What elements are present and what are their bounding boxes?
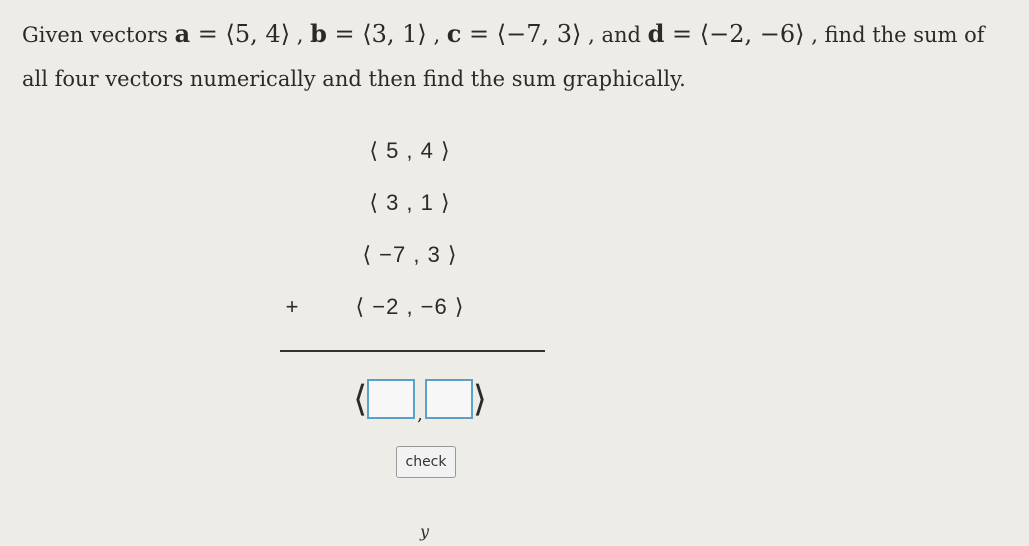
vector-c-name: c xyxy=(446,19,462,48)
stack-vector: ⟨ −2 , −6 ⟩ xyxy=(355,294,465,319)
stack-vector: ⟨ 3 , 1 ⟩ xyxy=(369,190,451,215)
vector-a-value: = ⟨5, 4⟩ xyxy=(190,20,291,48)
stack-row-c xyxy=(280,242,540,294)
separator: , xyxy=(290,23,311,47)
vector-b-name: b xyxy=(310,19,327,48)
close-angle-bracket: ⟩ xyxy=(472,378,487,420)
answer-comma: , xyxy=(417,404,423,425)
sum-rule-line xyxy=(280,350,545,352)
problem-text-rest: , find the sum of all four vectors numerically and then find the sum graphically. xyxy=(22,23,985,91)
answer-vector xyxy=(330,373,510,425)
answer-y-input[interactable] xyxy=(425,379,473,419)
vector-a-name: a xyxy=(174,19,191,48)
problem-statement xyxy=(22,12,1012,101)
vector-b-value: = ⟨3, 1⟩ xyxy=(326,20,427,48)
separator: , xyxy=(426,23,447,47)
check-button[interactable]: check xyxy=(396,446,456,478)
graph-y-axis-label: y xyxy=(420,522,430,541)
answer-x-input[interactable] xyxy=(367,379,415,419)
stack-vector: ⟨ 5 , 4 ⟩ xyxy=(369,138,451,163)
vector-d-value: = ⟨−2, −6⟩ xyxy=(664,20,805,48)
open-angle-bracket: ⟨ xyxy=(353,378,368,420)
vector-d-name: d xyxy=(647,19,665,48)
plus-operator: + xyxy=(285,294,299,319)
vector-sum-stack xyxy=(280,138,540,346)
stack-row-a xyxy=(280,138,540,190)
stack-vector: ⟨ −7 , 3 ⟩ xyxy=(362,242,458,267)
separator: , and xyxy=(581,23,648,47)
problem-text-intro: Given vectors xyxy=(22,23,175,47)
stack-row-b xyxy=(280,190,540,242)
vector-c-value: = ⟨−7, 3⟩ xyxy=(461,20,582,48)
stack-row-d xyxy=(280,294,540,346)
